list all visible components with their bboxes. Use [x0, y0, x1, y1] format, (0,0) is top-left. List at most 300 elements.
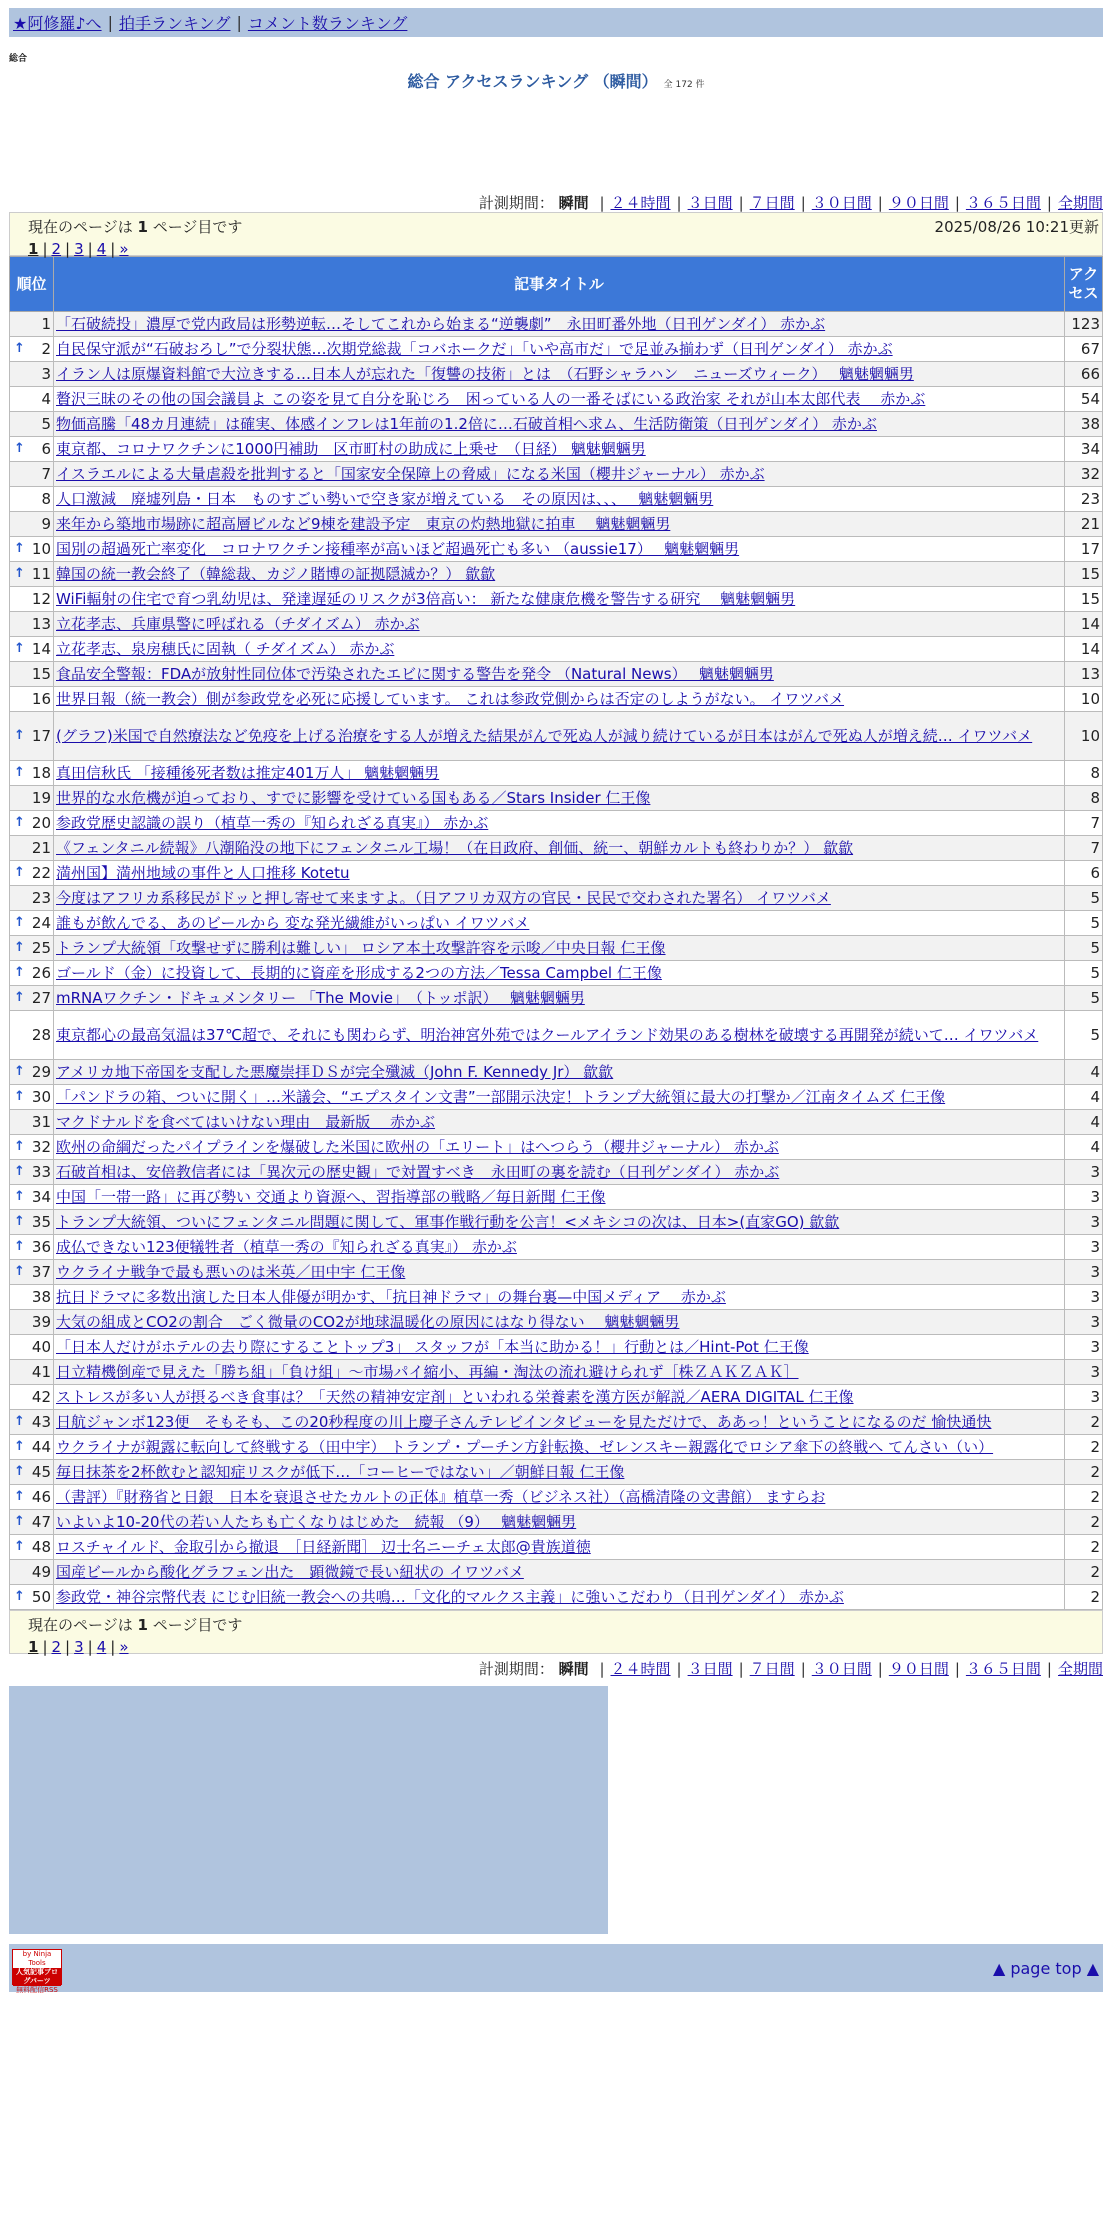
title-cell	[54, 986, 1065, 1011]
rank-cell	[10, 836, 54, 861]
rank-cell	[10, 1560, 54, 1585]
page-separator: |	[42, 240, 48, 258]
article-link[interactable]: 「パンドラの箱、ついに開く」…米議会、“エプスタイン文書”一部開示決定！トランプ大統領に最大の打撃か／江南タイムズ 仁王像	[56, 1088, 946, 1106]
rank-up-arrow-icon: ↑	[14, 1514, 25, 1529]
title-cell	[54, 1385, 1065, 1410]
article-link[interactable]: 成仏できない123便犠牲者（植草一秀の『知られざる真実』） 赤かぶ	[56, 1238, 517, 1256]
rank-number: 1	[41, 315, 51, 333]
access-count: 2	[1065, 1460, 1103, 1485]
rank-up-arrow-icon: ↑	[14, 915, 25, 930]
next-page-link[interactable]: »	[119, 1638, 129, 1656]
article-link[interactable]: いよいよ10-20代の若い人たちも亡くなりはじめた 続報 （9） 魑魅魍魎男	[56, 1513, 577, 1531]
rank-number: 25	[31, 939, 51, 957]
period-link[interactable]: ９０日間	[888, 194, 949, 212]
rank-number: 46	[31, 1488, 51, 1506]
title-cell	[54, 1560, 1065, 1585]
access-count: 4	[1065, 1085, 1103, 1110]
page-separator: |	[110, 240, 116, 258]
page-status-num: 1	[137, 218, 148, 236]
rank-number: 33	[31, 1163, 51, 1181]
access-count: 14	[1065, 612, 1103, 637]
rank-number: 9	[41, 515, 51, 533]
table-row	[10, 1110, 1103, 1135]
article-link[interactable]: 国別の超過死亡率変化 コロナワクチン接種率が高いほど超過死亡も多い （aussie17） 魑魅魍魎男	[56, 540, 740, 558]
period-selector-top	[0, 192, 1103, 212]
period-separator: |	[954, 1660, 960, 1678]
title-cell	[54, 1285, 1065, 1310]
rank-number: 43	[31, 1413, 51, 1431]
rank-number: 10	[31, 540, 51, 558]
rank-number: 21	[31, 839, 51, 857]
rank-up-arrow-icon: ↑	[14, 990, 25, 1005]
page-link[interactable]: 2	[51, 240, 62, 258]
article-link[interactable]: 東京都心の最高気温は37℃超で、それにも関わらず、明治神宮外苑ではクールアイランド効果のある樹林を破壊する再開発が続いて… イワツバメ	[56, 1026, 1039, 1044]
title-cell	[54, 936, 1065, 961]
table-row	[10, 836, 1103, 861]
table-row	[10, 1535, 1103, 1560]
rank-up-arrow-icon: ↑	[14, 1464, 25, 1479]
access-count: 2	[1065, 1510, 1103, 1535]
period-link[interactable]: ３６５日間	[965, 1660, 1041, 1678]
rank-cell	[10, 961, 54, 986]
article-link[interactable]: 立花孝志、泉房穂氏に固執（ チダイズム） 赤かぶ	[56, 640, 395, 658]
rank-cell	[10, 337, 54, 362]
rank-cell	[10, 861, 54, 886]
rank-cell	[10, 1285, 54, 1310]
period-link[interactable]: ２４時間	[610, 1660, 671, 1678]
rank-number: 17	[31, 727, 51, 745]
table-row	[10, 662, 1103, 687]
next-page-link[interactable]: »	[119, 240, 129, 258]
article-link[interactable]: 食品安全警報：FDAが放射性同位体で汚染されたエビに関する警告を発令 （Natural News） 魑魅魍魎男	[56, 665, 774, 683]
article-link[interactable]: 毎日抹茶を2杯飲むと認知症リスクが低下…「コーヒーではない」／朝鮮日報 仁王像	[56, 1463, 625, 1481]
title-cell	[54, 1310, 1065, 1335]
article-link[interactable]: 抗日ドラマに多数出演した日本人俳優が明かす、「抗日神ドラマ」の舞台裏—中国メディア 赤かぶ	[56, 1288, 726, 1306]
table-row	[10, 1585, 1103, 1610]
table-row	[10, 312, 1103, 337]
access-count: 4	[1065, 1135, 1103, 1160]
access-count: 4	[1065, 1060, 1103, 1085]
updated-timestamp: 2025/08/26 10:21更新	[934, 218, 1099, 236]
access-count: 21	[1065, 512, 1103, 537]
access-count: 3	[1065, 1385, 1103, 1410]
table-row	[10, 562, 1103, 587]
access-count: 15	[1065, 562, 1103, 587]
access-count: 3	[1065, 1235, 1103, 1260]
rank-cell	[10, 1335, 54, 1360]
rank-number: 45	[31, 1463, 51, 1481]
period-separator: |	[877, 1660, 883, 1678]
period-separator: |	[599, 1660, 605, 1678]
ranking-table	[9, 256, 1103, 1610]
article-link[interactable]: 国産ビールから酸化グラフェン出た 顕微鏡で長い紐状の イワツバメ	[56, 1563, 524, 1581]
title-cell	[54, 886, 1065, 911]
article-link[interactable]: 誰もが飲んでる、あのビールから 変な発光繊維がいっぱい イワツバメ	[56, 914, 530, 932]
rank-cell	[10, 562, 54, 587]
access-count: 2	[1065, 1410, 1103, 1435]
rank-cell	[10, 786, 54, 811]
page-status-post: ページ目です	[152, 1616, 243, 1634]
article-link[interactable]: ストレスが多い人が摂るべき食事は？「天然の精神安定剤」といわれる栄養素を漢方医が解説／AERA DIGITAL 仁王像	[56, 1388, 854, 1406]
rank-number: 39	[31, 1313, 51, 1331]
rank-number: 4	[41, 390, 51, 408]
rank-cell	[10, 487, 54, 512]
rank-up-arrow-icon: ↑	[14, 1064, 25, 1079]
access-count: 123	[1065, 312, 1103, 337]
article-link[interactable]: 参政党歴史認識の誤り（植草一秀の『知られざる真実』） 赤かぶ	[56, 814, 489, 832]
page-separator: |	[87, 240, 93, 258]
rank-cell	[10, 1085, 54, 1110]
table-row	[10, 587, 1103, 612]
rank-cell	[10, 1235, 54, 1260]
table-row	[10, 1485, 1103, 1510]
rank-cell	[10, 712, 54, 761]
rank-cell	[10, 986, 54, 1011]
access-count: 4	[1065, 1110, 1103, 1135]
rank-cell	[10, 811, 54, 836]
period-separator: |	[954, 194, 960, 212]
page-status-num: 1	[137, 1616, 148, 1634]
article-link[interactable]: 《フェンタニル続報》八潮陥没の地下にフェンタニル工場！（在日政府、創価、統一、朝鮮カルトも終わりか？） 歙歙	[56, 839, 854, 857]
access-count: 5	[1065, 1011, 1103, 1060]
page-links	[28, 1636, 1084, 1658]
rank-cell	[10, 1435, 54, 1460]
table-row	[10, 936, 1103, 961]
access-header: アクセス	[1065, 257, 1103, 312]
title-cell	[54, 786, 1065, 811]
title-cell	[54, 637, 1065, 662]
page-current: 1	[28, 240, 39, 258]
title-cell	[54, 911, 1065, 936]
applause-ranking-link[interactable]: 拍手ランキング	[118, 14, 231, 33]
rank-cell	[10, 412, 54, 437]
article-link[interactable]: 物価高騰「48カ月連続」は確実、体感インフレは1年前の1.2倍に…石破首相へ求ム、生活防衛策（日刊ゲンダイ） 赤かぶ	[56, 415, 877, 433]
rank-up-arrow-icon: ↑	[14, 566, 25, 581]
period-separator: |	[1046, 194, 1052, 212]
page-status-pre: 現在のページは	[28, 218, 133, 236]
rank-cell	[10, 1011, 54, 1060]
table-row	[10, 1360, 1103, 1385]
rank-number: 14	[31, 640, 51, 658]
table-row	[10, 1310, 1103, 1335]
table-row	[10, 462, 1103, 487]
footer	[9, 1944, 1103, 1992]
article-link[interactable]: アメリカ地下帝国を支配した悪魔崇拝ＤＳが完全殲滅（John F. Kennedy Jr） 歙歙	[56, 1063, 614, 1081]
title-cell	[54, 362, 1065, 387]
article-link[interactable]: 人口激減 廃墟列島・日本 ものすごい勢いで空き家が増えている その原因は、、、 魑魅魍魎男	[56, 490, 714, 508]
article-link[interactable]: イスラエルによる大量虐殺を批判すると「国家安全保障上の脅威」になる米国（櫻井ジャーナル） 赤かぶ	[56, 465, 765, 483]
page-links	[28, 238, 1084, 260]
page-link[interactable]: 3	[74, 240, 84, 258]
article-link[interactable]: 贅沢三昧のその他の国会議員よ この姿を見て自分を恥じろ 困っている人の一番そばにいる政治家 それが山本太郎代表 赤かぶ	[56, 390, 926, 408]
title-cell	[54, 687, 1065, 712]
access-count: 5	[1065, 986, 1103, 1011]
rank-number: 48	[31, 1538, 51, 1556]
title-cell	[54, 1585, 1065, 1610]
table-row	[10, 986, 1103, 1011]
access-count: 14	[1065, 637, 1103, 662]
table-row	[10, 1135, 1103, 1160]
period-links	[593, 1660, 1103, 1678]
article-link[interactable]: 今度はアフリカ系移民がドッと押し寄せて来ますよ。（日アフリカ双方の官民・民民で交わされた署名） イワツバメ	[56, 889, 831, 907]
article-link[interactable]: 「石破続投」濃厚で党内政局は形勢逆転…そしてこれから始まる“逆襲劇” 永田町番外地（日刊ゲンダイ） 赤かぶ	[56, 315, 826, 333]
access-count: 13	[1065, 662, 1103, 687]
article-link[interactable]: ウクライナ戦争で最も悪いのは米英／田中宇 仁王像	[56, 1263, 406, 1281]
title-cell	[54, 312, 1065, 337]
article-link[interactable]: 「日本人だけがホテルの去り際にすることトップ3」 スタッフが「本当に助かる！」行動とは／Hint-Pot 仁王像	[56, 1338, 809, 1356]
rank-number: 49	[31, 1563, 51, 1581]
access-count: 6	[1065, 861, 1103, 886]
rank-cell	[10, 1260, 54, 1285]
article-link[interactable]: WiFi輻射の住宅で育つ乳幼児は、発達遅延のリスクが3倍高い： 新たな健康危機を警告する研究 魑魅魍魎男	[56, 590, 796, 608]
title-cell	[54, 1135, 1065, 1160]
page-separator: |	[65, 240, 71, 258]
rank-up-arrow-icon: ↑	[14, 940, 25, 955]
title-cell	[54, 1485, 1065, 1510]
ninja-tools-logo[interactable]	[12, 1949, 62, 1994]
table-row	[10, 537, 1103, 562]
article-link[interactable]: 世界的な水危機が迫っており、すでに影響を受けている国もある／Stars Insider 仁王像	[56, 789, 651, 807]
article-link[interactable]: マクドナルドを食べてはいけない理由 最新版 赤かぶ	[56, 1113, 436, 1131]
article-link[interactable]: 日立精機倒産で見えた「勝ち組」「負け組」〜市場パイ縮小、再編・淘汰の流れ避けられず［株ＺＡＫＺＡＫ］	[56, 1363, 799, 1381]
access-count: 10	[1065, 712, 1103, 761]
page-top-link[interactable]: ▲ page top ▲	[992, 1959, 1099, 1978]
article-link[interactable]: 自民保守派が“石破おろし”で分裂状態…次期党総裁「コバホークだ」「いや高市だ」で足並み揃わず（日刊ゲンダイ） 赤かぶ	[56, 340, 893, 358]
title-cell	[54, 961, 1065, 986]
period-link[interactable]: ２４時間	[610, 194, 671, 212]
period-link[interactable]: ７日間	[749, 194, 795, 212]
title-cell	[54, 1360, 1065, 1385]
access-count: 66	[1065, 362, 1103, 387]
article-link[interactable]: （書評）『財務省と日銀 日本を衰退させたカルトの正体』植草一秀（ビジネス社）（高橋清隆の文書館） ますらお	[56, 1488, 826, 1506]
rank-cell	[10, 437, 54, 462]
access-count: 7	[1065, 836, 1103, 861]
article-link[interactable]: 参政党・神谷宗幣代表 にじむ旧統一教会への共鳴…「文化的マルクス主義」に強いこだわり（日刊ゲンダイ） 赤かぶ	[56, 1588, 844, 1606]
period-link[interactable]: ９０日間	[888, 1660, 949, 1678]
access-count: 32	[1065, 462, 1103, 487]
rank-number: 44	[31, 1438, 51, 1456]
period-link[interactable]: ３０日間	[811, 194, 872, 212]
table-row	[10, 1335, 1103, 1360]
table-row	[10, 861, 1103, 886]
period-link[interactable]: ３日間	[687, 194, 733, 212]
table-row	[10, 487, 1103, 512]
period-separator: |	[800, 1660, 806, 1678]
article-link[interactable]: ロスチャイルド、金取引から撤退 ［日経新聞］ 辺士名ニーチェ太郎@貴族道徳	[56, 1538, 591, 1556]
rank-number: 29	[31, 1063, 51, 1081]
home-link[interactable]: ★阿修羅♪へ	[13, 14, 102, 33]
title-cell	[54, 1110, 1065, 1135]
title-cell	[54, 1085, 1065, 1110]
page-status	[28, 1614, 1084, 1636]
title-cell	[54, 1260, 1065, 1285]
rank-cell	[10, 1585, 54, 1610]
table-row	[10, 1011, 1103, 1060]
article-link[interactable]: 真田信秋氏 「接種後死者数は推定401万人」 魑魅魍魎男	[56, 764, 440, 782]
rank-number: 32	[31, 1138, 51, 1156]
rank-cell	[10, 1060, 54, 1085]
access-count: 67	[1065, 337, 1103, 362]
table-row	[10, 886, 1103, 911]
article-link[interactable]: 韓国の統一教会終了（韓総裁、カジノ賭博の証拠隠滅か？） 歙歙	[56, 565, 496, 583]
article-link[interactable]: mRNAワクチン・ドキュメンタリー 「The Movie」 （トッポ訳） 魑魅魍魎男	[56, 989, 585, 1007]
period-current: 瞬間	[558, 194, 589, 212]
table-row	[10, 712, 1103, 761]
rank-cell	[10, 1160, 54, 1185]
table-row	[10, 761, 1103, 786]
rank-cell	[10, 587, 54, 612]
rank-cell	[10, 462, 54, 487]
rank-cell	[10, 761, 54, 786]
title-cell	[54, 437, 1065, 462]
rank-up-arrow-icon: ↑	[14, 965, 25, 980]
rank-cell	[10, 936, 54, 961]
rank-cell	[10, 1185, 54, 1210]
rank-cell	[10, 612, 54, 637]
ranking-table-body	[10, 312, 1103, 1610]
rank-number: 38	[31, 1288, 51, 1306]
period-link[interactable]: ３日間	[687, 1660, 733, 1678]
article-link[interactable]: 欧州の命綱だったパイプラインを爆破した米国に欧州の「エリート」はへつらう（櫻井ジャーナル） 赤かぶ	[56, 1138, 779, 1156]
access-count: 3	[1065, 1360, 1103, 1385]
page-status	[28, 216, 1084, 238]
title-cell	[54, 412, 1065, 437]
rank-cell	[10, 1360, 54, 1385]
title-cell	[54, 1011, 1065, 1060]
table-row	[10, 1185, 1103, 1210]
title-cell	[54, 387, 1065, 412]
rank-number: 7	[41, 465, 51, 483]
access-count: 38	[1065, 412, 1103, 437]
page-title	[0, 69, 1112, 89]
period-link[interactable]: 全期間	[1057, 1660, 1103, 1678]
page-link[interactable]: 3	[74, 1638, 84, 1656]
title-cell	[54, 1460, 1065, 1485]
table-row	[10, 1435, 1103, 1460]
table-row	[10, 437, 1103, 462]
article-link[interactable]: トランプ大統領、ついにフェンタニル問題に関して、軍事作戦行動を公言！<メキシコの次は、日本>(直家GO) 歙歙	[56, 1213, 840, 1231]
access-count: 2	[1065, 1435, 1103, 1460]
access-count: 5	[1065, 961, 1103, 986]
rank-up-arrow-icon: ↑	[14, 441, 25, 456]
rank-up-arrow-icon: ↑	[14, 541, 25, 556]
rank-number: 37	[31, 1263, 51, 1281]
table-row	[10, 1085, 1103, 1110]
rank-cell	[10, 886, 54, 911]
access-count: 3	[1065, 1210, 1103, 1235]
rank-number: 27	[31, 989, 51, 1007]
rank-number: 28	[31, 1026, 51, 1044]
period-link[interactable]: 全期間	[1057, 194, 1103, 212]
title-cell	[54, 836, 1065, 861]
rank-cell	[10, 1210, 54, 1235]
page-link[interactable]: 4	[96, 1638, 107, 1656]
article-link[interactable]: トランプ大統領「攻撃せずに勝利は難しい」 ロシア本土攻撃許容を示唆／中央日報 仁王像	[56, 939, 666, 957]
title-cell	[54, 337, 1065, 362]
article-link[interactable]: (グラフ)米国で自然療法など免疫を上げる治療をする人が増えた結果がんで死ぬ人が減り続けているが日本はがんで死ぬ人が増え続… イワツバメ	[56, 727, 1033, 745]
table-row	[10, 1385, 1103, 1410]
rank-number: 19	[31, 789, 51, 807]
rank-up-arrow-icon: ↑	[14, 1264, 25, 1279]
article-link[interactable]: 立花孝志、兵庫県警に呼ばれる（チダイズム） 赤かぶ	[56, 615, 420, 633]
rank-up-arrow-icon: ↑	[14, 1164, 25, 1179]
period-separator: |	[738, 194, 744, 212]
article-link[interactable]: 来年から築地市場跡に超高層ビルなど9棟を建設予定 東京の灼熱地獄に拍車 魑魅魍魎男	[56, 515, 671, 533]
access-count: 3	[1065, 1335, 1103, 1360]
rank-number: 2	[41, 340, 51, 358]
rank-number: 50	[31, 1588, 51, 1606]
table-row	[10, 1410, 1103, 1435]
article-link[interactable]: 中国「一帯一路」に再び勢い 交通より資源へ、習指導部の戦略／毎日新聞 仁王像	[56, 1188, 606, 1206]
rank-up-arrow-icon: ↑	[14, 1539, 25, 1554]
article-link[interactable]: 大気の組成とCO2の割合 ごく微量のCO2が地球温暖化の原因にはなり得ない 魑魅魍魎男	[56, 1313, 680, 1331]
article-link[interactable]: 満州国】満州地域の事件と人口推移 Kotetu	[56, 864, 350, 882]
rank-up-arrow-icon: ↑	[14, 1489, 25, 1504]
rank-cell	[10, 1460, 54, 1485]
top-navigation	[9, 8, 1103, 37]
access-count: 5	[1065, 936, 1103, 961]
access-count: 2	[1065, 1485, 1103, 1510]
period-label: 計測期間：	[478, 1660, 554, 1678]
page-separator: |	[65, 1638, 71, 1656]
rank-number: 13	[31, 615, 51, 633]
title-cell	[54, 612, 1065, 637]
table-row	[10, 637, 1103, 662]
page-link[interactable]: 4	[96, 240, 107, 258]
rank-up-arrow-icon: ↑	[14, 1139, 25, 1154]
page-link[interactable]: 2	[51, 1638, 62, 1656]
article-link[interactable]: 東京都、コロナワクチンに1000円補助 区市町村の助成に上乗せ （日経） 魑魅魍魎男	[56, 440, 646, 458]
comment-ranking-link[interactable]: コメント数ランキング	[247, 14, 408, 33]
article-link[interactable]: 世界日報（統一教会）側が参政党を必死に応援しています。 これは参政党側からは否定のしようがない。 イワツバメ	[56, 690, 845, 708]
page-separator: |	[87, 1638, 93, 1656]
table-header-row	[10, 257, 1103, 312]
table-row	[10, 1510, 1103, 1535]
title-cell	[54, 712, 1065, 761]
table-row	[10, 1285, 1103, 1310]
rank-number: 31	[31, 1113, 51, 1131]
access-count: 54	[1065, 387, 1103, 412]
article-link[interactable]: 石破首相は、安倍教信者には「異次元の歴史観」で対置すべき 永田町の裏を読む（日刊ゲンダイ） 赤かぶ	[56, 1163, 780, 1181]
period-link[interactable]: ３０日間	[811, 1660, 872, 1678]
rank-up-arrow-icon: ↑	[14, 1589, 25, 1604]
rank-up-arrow-icon: ↑	[14, 1089, 25, 1104]
title-cell	[54, 462, 1065, 487]
article-link[interactable]: ウクライナが親露に転向して終戦する（田中宇） トランプ・プーチン方針転換、ゼレンスキー親露化でロシア傘下の終戦へ てんさい（い）	[56, 1438, 994, 1456]
rank-number: 36	[31, 1238, 51, 1256]
access-count: 15	[1065, 587, 1103, 612]
period-separator: |	[877, 194, 883, 212]
rank-number: 30	[31, 1088, 51, 1106]
rank-number: 42	[31, 1388, 51, 1406]
rank-cell	[10, 1510, 54, 1535]
rank-cell	[10, 387, 54, 412]
period-link[interactable]: ３６５日間	[965, 194, 1041, 212]
article-link[interactable]: イラン人は原爆資料館で大泣きする…日本人が忘れた「復讐の技術」とは （石野シャラハン ニューズウィーク） 魑魅魍魎男	[56, 365, 914, 383]
page-separator: |	[110, 1638, 116, 1656]
rank-up-arrow-icon: ↑	[14, 641, 25, 656]
access-count: 8	[1065, 761, 1103, 786]
total-count: 全 172 件	[663, 80, 705, 90]
title-cell	[54, 562, 1065, 587]
rank-number: 24	[31, 914, 51, 932]
title-cell	[54, 1235, 1065, 1260]
title-cell	[54, 1410, 1065, 1435]
title-cell	[54, 861, 1065, 886]
article-link[interactable]: 日航ジャンボ123便 そもそも、この20秒程度の川上慶子さんテレビインタビューを見ただけで、ああっ！ということになるのだ 愉快通快	[56, 1413, 992, 1431]
article-link[interactable]: ゴールド（金）に投資して、長期的に資産を形成する2つの方法／Tessa Campbel 仁王像	[56, 964, 662, 982]
period-link[interactable]: ７日間	[749, 1660, 795, 1678]
